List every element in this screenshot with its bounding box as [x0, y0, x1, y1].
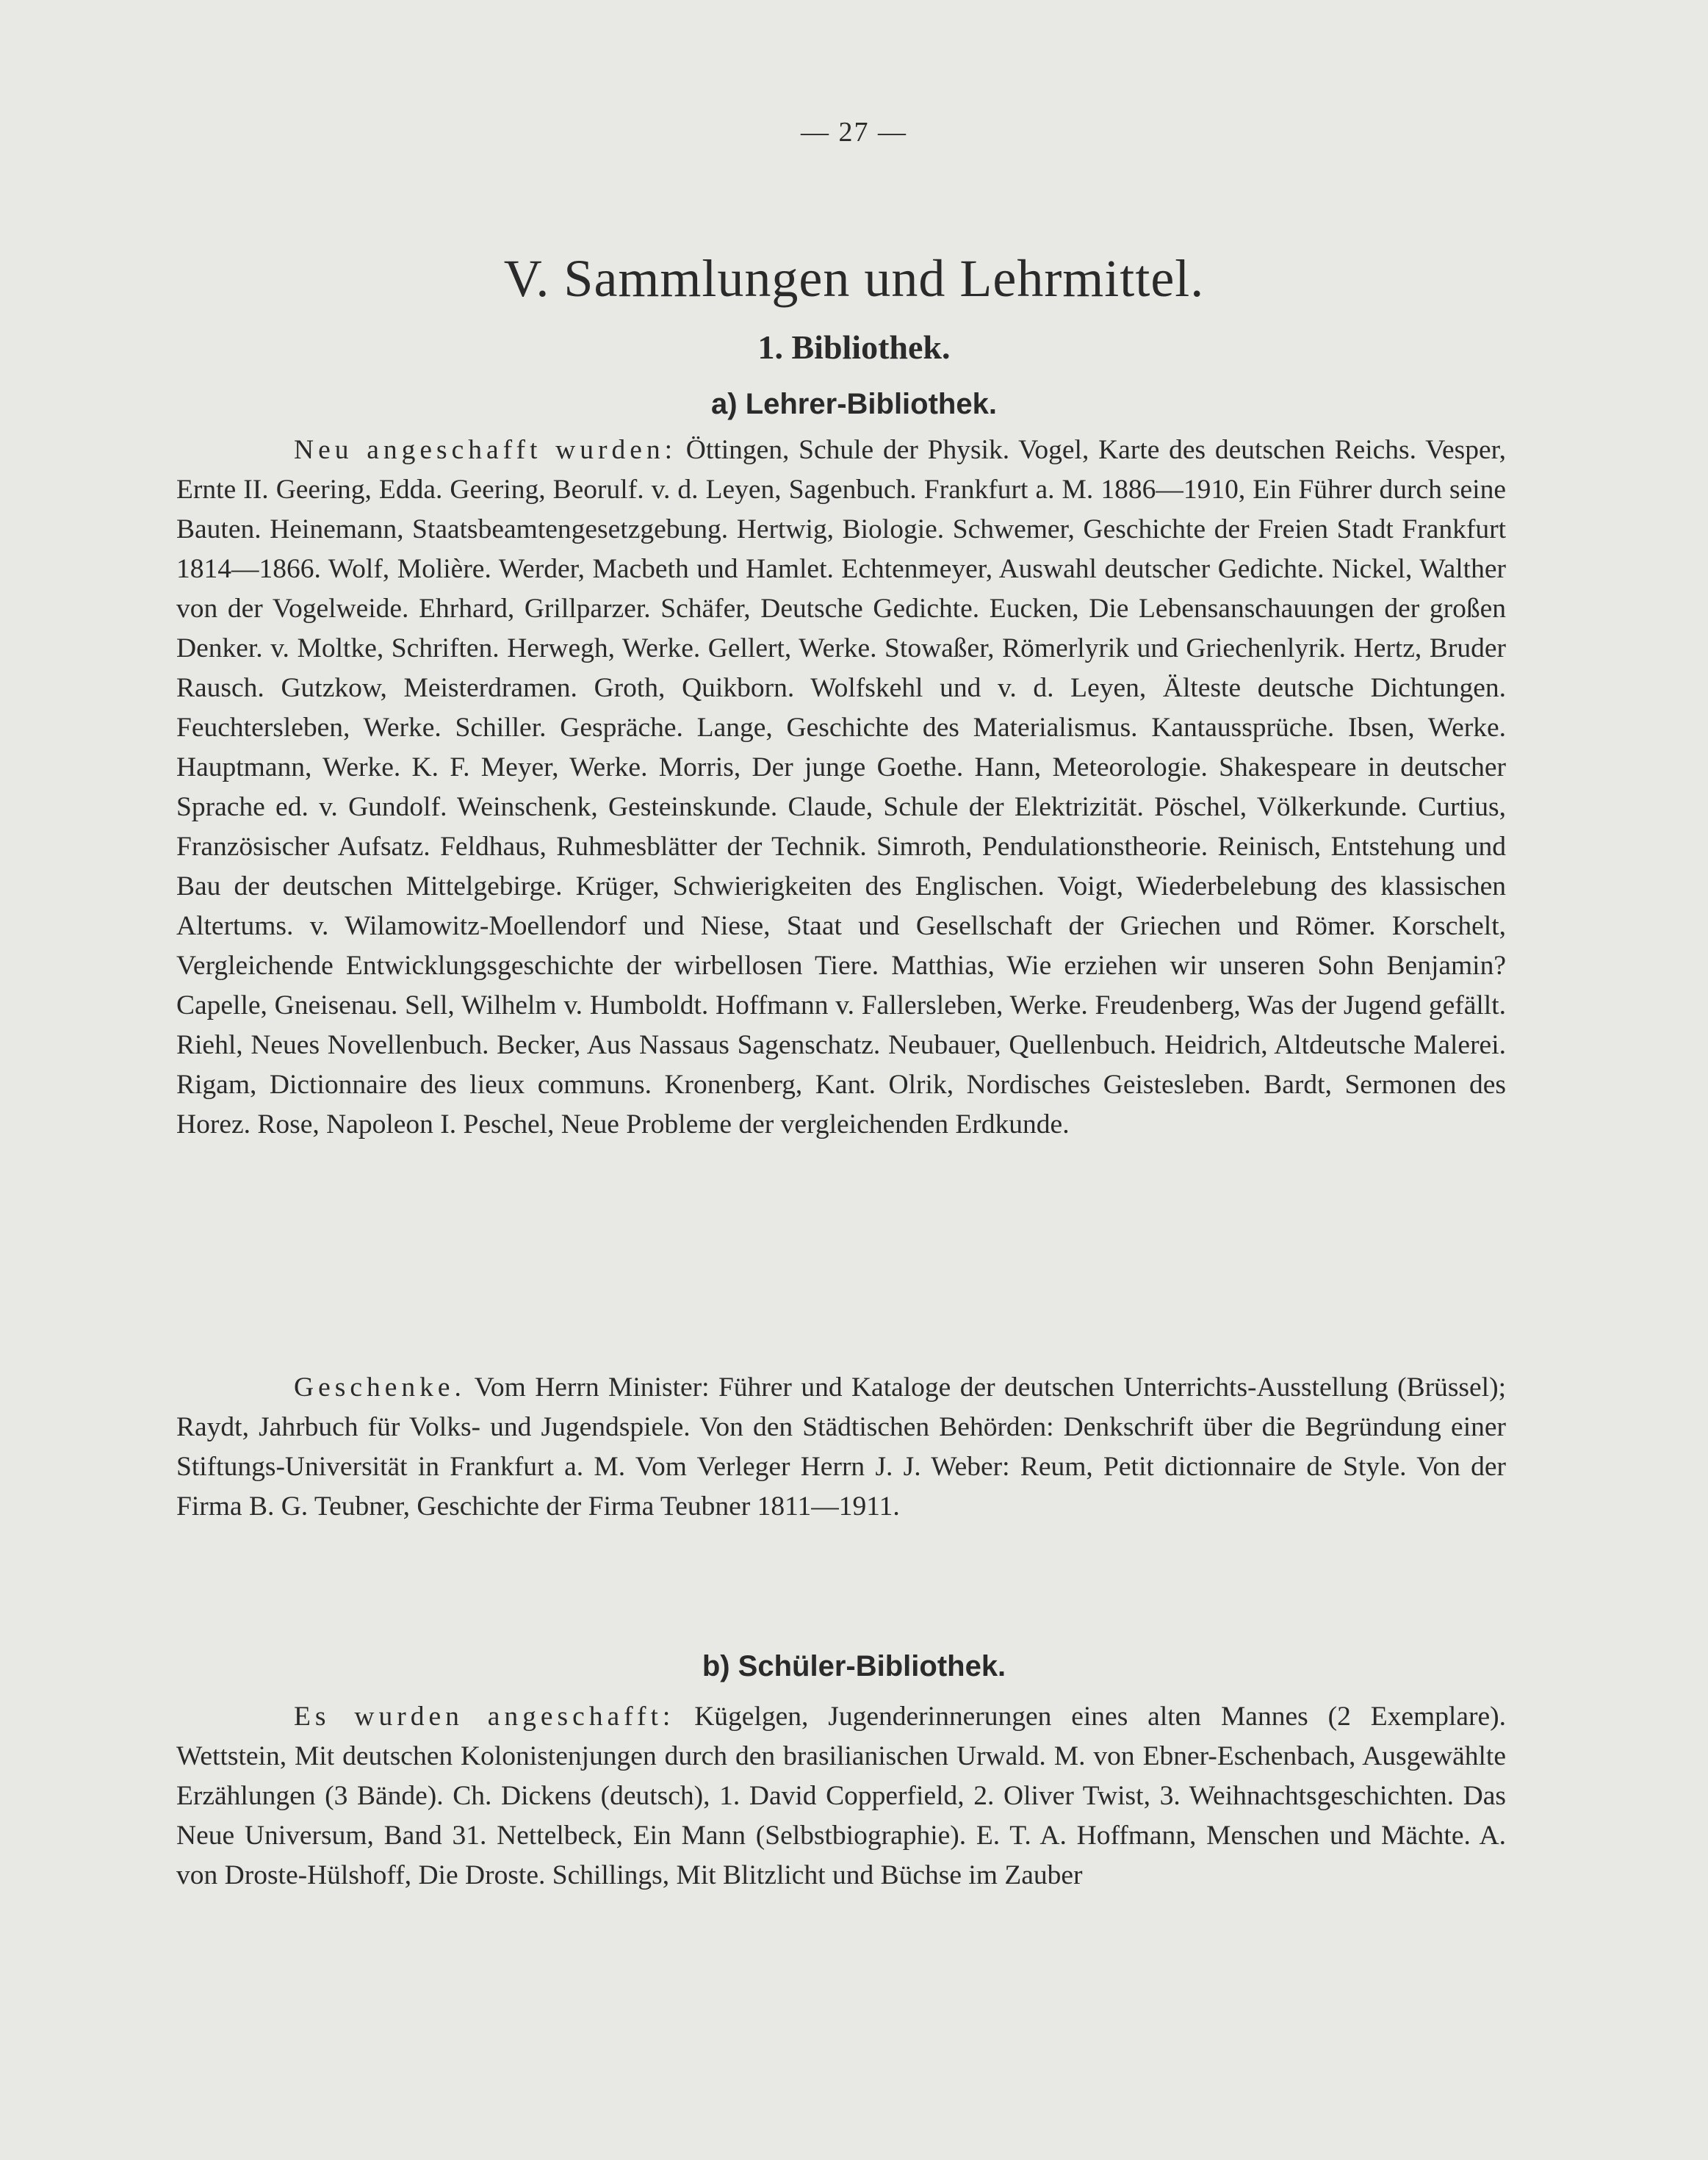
teacher-library-acquisitions — [176, 431, 1506, 1145]
teacher-library-gifts — [176, 1368, 1506, 1527]
teacher-library-heading: a) Lehrer-Bibliothek. — [711, 388, 997, 420]
gifts-lead: Geschenke. — [294, 1372, 466, 1403]
chapter-title: V. Sammlungen und Lehrmittel. — [503, 249, 1205, 308]
page-number: — 27 — — [801, 117, 907, 148]
student-library-heading: b) Schüler-Bibliothek. — [702, 1650, 1006, 1682]
student-library-text: Kügelgen, Jugenderinnerungen eines alten Mannes (2 Exemplare). Wettstein, Mit deutschen Kolonistenjungen durch den brasilianischen Urwald. M. von Ebner-Eschenbach, Ausgewählte Erzählungen (3 Bände). Ch. Dickens (deutsch), 1. David Copperfield, 2. Oliver Twist, 3. Weihnachtsgeschichten. Das Neue Universum, Band 31. Nettelbeck, Ein Mann (Selbstbiographie). E. T. A. Hoffmann, Menschen und Mächte. A. von Droste-Hülshoff, Die Droste. Schillings, Mit Blitzlicht und Büchse im Zauber — [176, 1702, 1506, 1890]
gifts-text: Vom Herrn Minister: Führer und Kataloge der deutschen Unterrichts-Ausstellung (Brüssel); Raydt, Jahrbuch für Volks- und Jugendspiele. Von den Städtischen Behörden: Denkschrift über die Begründung einer Stiftungs-Universität in Frankfurt a. M. Vom Verleger Herrn J. J. Weber: Reum, Petit dictionnaire de Style. Von der Firma B. G. Teubner, Geschichte der Firma Teubner 1811—1911. — [176, 1372, 1507, 1522]
student-library-acquisitions — [176, 1697, 1506, 1896]
teacher-library-lead: Neu angeschafft wurden: — [294, 435, 677, 465]
teacher-library-text: Öttingen, Schule der Physik. Vogel, Karte des deutschen Reichs. Vesper, Ernte II. Geering, Edda. Geering, Beorulf. v. d. Leyen, Sagenbuch. Frankfurt a. M. 1886—1910, Ein Führer durch seine Bauten. Heinemann, Staatsbeamtengesetzgebung. Hertwig, Biologie. Schwemer, Geschichte der Freien Stadt Frankfurt 1814—1866. Wolf, Molière. Werder, Macbeth und Hamlet. Echtenmeyer, Auswahl deutscher Gedichte. Nickel, Walther von der Vogelweide. Ehrhard, Grillparzer. Schäfer, Deutsche Gedichte. Eucken, Die Lebensanschauungen der großen Denker. v. Moltke, Schriften. Herwegh, Werke. Gellert, Werke. Stowaßer, Römerlyrik und Griechenlyrik. Hertz, Bruder Rausch. Gutzkow, Meisterdramen. Groth, Quikborn. Wolfskehl und v. d. Leyen, Älteste deutsche Dichtungen. Feuchtersleben, Werke. Schiller. Gespräche. Lange, Geschichte des Materialismus. Kantaussprüche. Ibsen, Werke. Hauptmann, Werke. K. F. Meyer, Werke. Morris, Der junge Goethe. Hann, Meteorologie. Shakespeare in deutscher Sprache ed. v. Gundolf. Weinschenk, Gesteinskunde. Claude, Schule der Elektrizität. Pöschel, Völkerkunde. Curtius, Französischer Aufsatz. Feldhaus, Ruhmesblätter der Technik. Simroth, Pendulationstheorie. Reinisch, Entstehung und Bau der deutschen Mittelgebirge. Krüger, Schwierigkeiten des Englischen. Voigt, Wiederbelebung des klassischen Altertums. v. Wilamowitz-Moellendorf und Niese, Staat und Gesellschaft der Griechen und Römer. Korschelt, Vergleichende Entwicklungsgeschichte der wirbellosen Tiere. Matthias, Wie erziehen wir unseren Sohn Benjamin? Capelle, Gneisenau. Sell, Wilhelm v. Humboldt. Hoffmann v. Fallersleben, Werke. Freudenberg, Was der Jugend gefällt. Riehl, Neues Novellenbuch. Becker, Aus Nassaus Sagenschatz. Neubauer, Quellenbuch. Heidrich, Altdeutsche Malerei. Rigam, Dictionnaire des lieux communs. Kronenberg, Kant. Olrik, Nordisches Geistesleben. Bardt, Sermonen des Horez. Rose, Napoleon I. Peschel, Neue Probleme der vergleichenden Erdkunde. — [176, 435, 1507, 1140]
section-title: 1. Bibliothek. — [757, 328, 951, 366]
student-library-lead: Es wurden angeschafft: — [294, 1702, 675, 1732]
